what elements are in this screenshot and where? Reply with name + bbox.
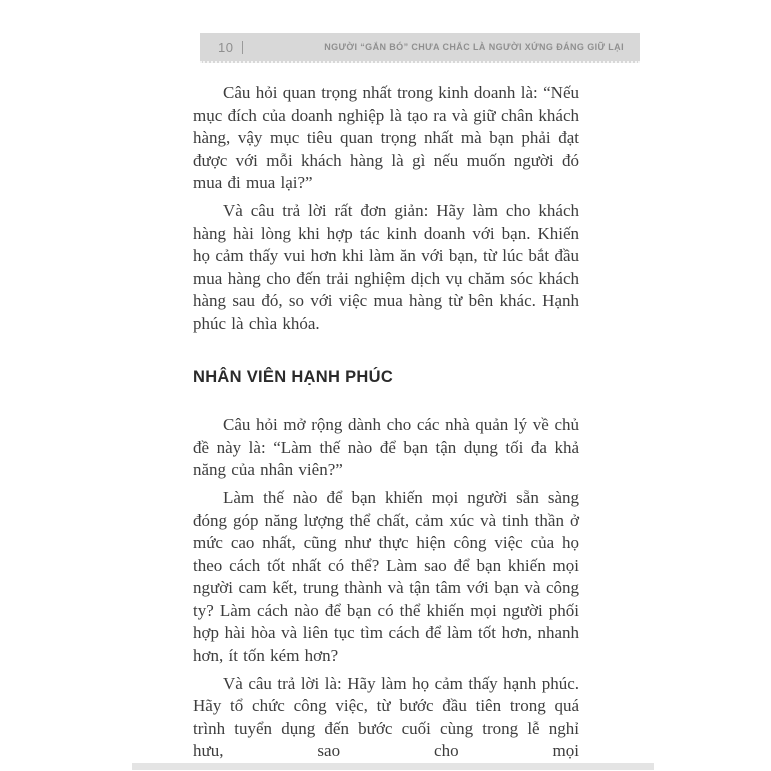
section-heading: NHÂN VIÊN HẠNH PHÚC [193, 367, 394, 386]
running-title: NGƯỜI “GẮN BÓ” CHƯA CHẮC LÀ NGƯỜI XỨNG ĐÁNG GIỮ LẠI [324, 42, 624, 52]
paragraph-1: Câu hỏi quan trọng nhất trong kinh doanh là: “Nếu mục đích của doanh nghiệp là tạo ra và giữ chân khách hàng, vậy mục tiêu quan trọng nhất mà bạn phải đạt được với mỗi khách hàng là gì nếu muốn người đó mua đi mua lại?” [193, 83, 579, 193]
paragraph-5: Và câu trả lời là: Hãy làm họ cảm thấy hạnh phúc. Hãy tổ chức công việc, từ bước đầu tiên trong quá trình tuyển dụng đến bước cuối cùng trong lễ nghỉ hưu, sao cho mọi [193, 673, 579, 761]
running-header [200, 33, 640, 63]
paragraph-4: Làm thế nào để bạn khiến mọi người sẵn sàng đóng góp năng lượng thể chất, cảm xúc và tinh thần ở mức cao nhất, cũng như thực hiện công việc của họ theo cách tốt nhất có thể? Làm sao để bạn khiến mọi người cam kết, trung thành và tận tâm với bạn và công ty? Làm cách nào để bạn có thể khiến mọi người phối hợp hài hòa và liên tục tìm cách để làm tốt hơn, nhanh hơn, ít tốn kém hơn? [193, 487, 579, 666]
body-text-column [193, 82, 579, 763]
paragraph-2: Và câu trả lời rất đơn giản: Hãy làm cho khách hàng hài lòng khi hợp tác kinh doanh với bạn. Khiến họ cảm thấy vui hơn khi làm ăn với bạn, từ lúc bắt đầu mua hàng cho đến trải nghiệm dịch vụ chăm sóc khách hàng sau đó, so với việc mua hàng từ bên khác. Hạnh phúc là chìa khóa. [193, 200, 579, 333]
paragraph-3: Câu hỏi mở rộng dành cho các nhà quản lý về chủ đề này là: “Làm thế nào để bạn tận dụng tối đa khả năng của nhân viên?” [193, 415, 579, 480]
running-header-left [218, 40, 243, 55]
page-number: 10 [218, 39, 234, 55]
header-divider [242, 41, 243, 54]
page-bottom-edge [132, 763, 654, 770]
